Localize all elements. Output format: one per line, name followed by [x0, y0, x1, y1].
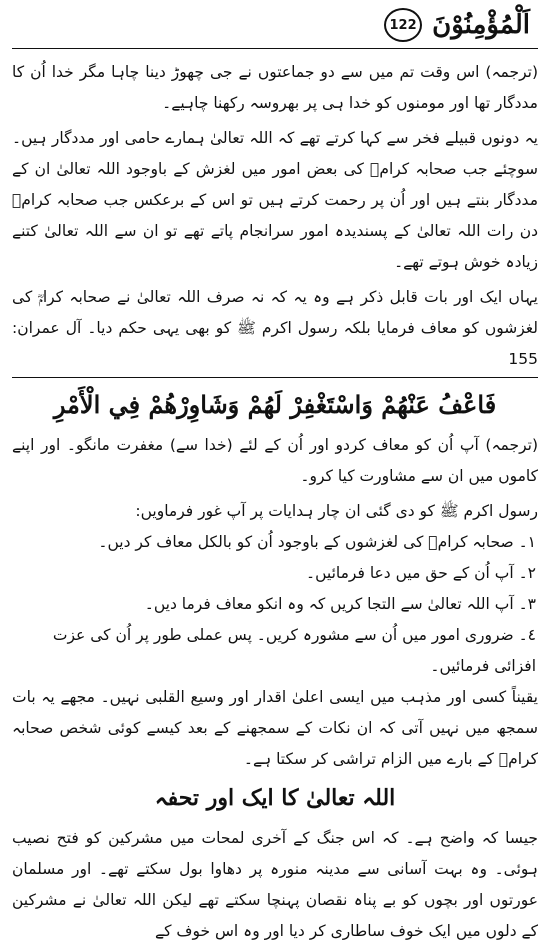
- header-divider: [12, 48, 538, 49]
- chapter-title: اَلْمُؤْمِنُوْنَ: [432, 10, 530, 40]
- paragraph-reference: یہاں ایک اور بات قابل ذکر ہے وہ یہ کہ نہ صرف اللہ تعالیٰ نے صحابہ کرامؓ کی لغزشوں کو معاف فرمایا بلکہ رسول اکرم ﷺ کو بھی یہی حکم دیا۔ آل عمران: 155: [12, 282, 538, 378]
- arabic-verse: فَاعْفُ عَنْهُمْ وَاسْتَغْفِرْ لَهُمْ وَشَاوِرْهُمْ فِي الْأَمْرِ: [53, 390, 497, 419]
- section-title: اللہ تعالیٰ کا ایک اور تحفہ: [154, 785, 396, 811]
- page-number-badge: 122: [384, 8, 422, 42]
- list-item: ٣۔ آپ اللہ تعالیٰ سے التجا کریں کہ وہ انکو معاف فرما دیں۔: [144, 595, 536, 613]
- list-item: ١۔ صحابہ کرامؓ کی لغزشوں کے باوجود اُن کو بالکل معاف کر دیں۔: [98, 533, 536, 551]
- paragraph-translation-2: (ترجمہ) آپ اُن کو معاف کردو اور اُن کے لئے (خدا سے) مغفرت مانگو۔ اور اپنے کاموں میں ان سے مشاورت کیا کرو۔: [12, 436, 538, 485]
- list-intro: رسول اکرم ﷺ کو دی گئی ان چار ہدایات پر آپ غور فرماویں:: [135, 502, 538, 520]
- paragraph-closing: یقیناً کسی اور مذہب میں ایسی اعلیٰ اقدار اور وسیع القلبی نہیں۔ مجھے یہ بات سمجھ میں نہیں آتی کہ ان نکات کے سمجھنے کے بعد کیسے کوئی شخص صحابہ کرامؓ کے بارے میں الزام تراشی کر سکتا ہے۔: [12, 688, 538, 768]
- paragraph-translation-1: (ترجمہ) اس وقت تم میں سے دو جماعتوں نے جی چھوڑ دینا چاہا مگر خدا اُن کا مددگار تھا اور مومنوں کو خدا ہی پر بھروسہ رکھنا چاہیے۔: [12, 63, 538, 112]
- list-item: ٤۔ ضروری امور میں اُن سے مشورہ کریں۔ پس عملی طور پر اُن کی عزت افزائی فرمائیں۔: [52, 626, 536, 675]
- paragraph-final: جیسا کہ واضح ہے۔ کہ اس جنگ کے آخری لمحات میں مشرکین کو فتح نصیب ہوئی۔ وہ بہت آسانی سے مدینہ منورہ پر دھاوا بول سکتے تھے۔ اور مسلمان عورتوں اور بچوں کو بے پناہ نقصان پہنچا سکتے تھے لیکن اللہ تعالیٰ نے مشرکین کے دلوں میں ایک خوف ساطاری کر دیا اور وہ اس خوف کے: [12, 829, 538, 940]
- list-item: ٢۔ آپ اُن کے حق میں دعا فرمائیں۔: [306, 564, 536, 582]
- page-header: [12, 6, 538, 44]
- paragraph-commentary: یہ دونوں قبیلے فخر سے کہا کرتے تھے کہ اللہ تعالیٰ ہمارے حامی اور مددگار ہیں۔ سوچئے جب صحابہ کرامؓ کی بعض امور میں لغزش کے باوجود اللہ تعالیٰ ان کے مددگار بنتے ہیں اور اُن پر رحمت کرتے ہیں تو اس کے برعکس جب صحابہ کرامؓ دن رات اللہ تعالیٰ کے پسندیدہ امور سرانجام پاتے تھے تو ان سے اللہ تعالیٰ کتنے زیادہ خوش ہوتے تھے۔: [12, 129, 538, 271]
